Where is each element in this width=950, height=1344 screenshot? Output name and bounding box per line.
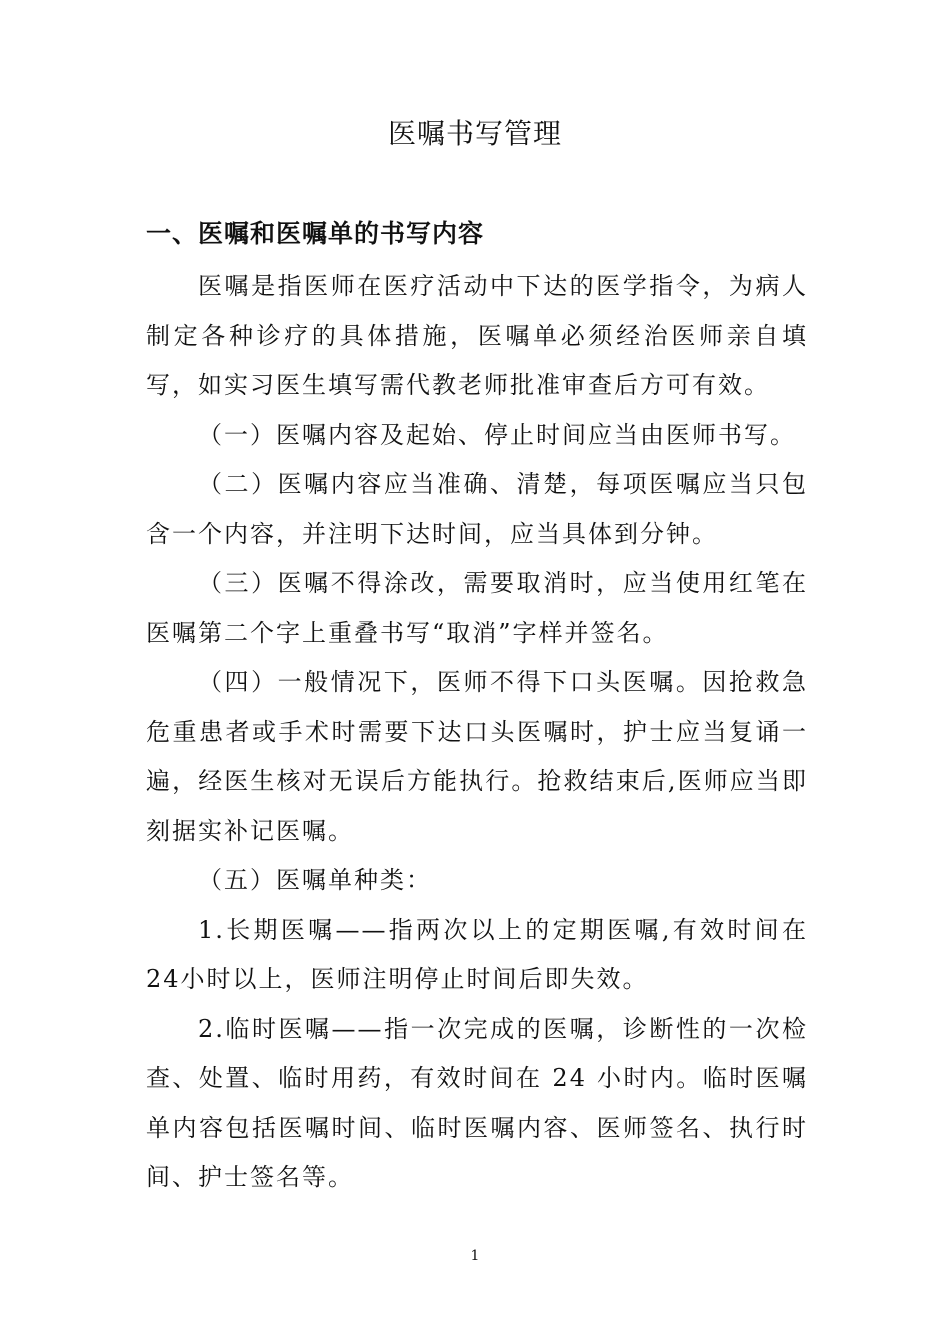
- paragraph-item-3: （三）医嘱不得涂改，需要取消时，应当使用红笔在医嘱第二个字上重叠书写“取消”字样并签名。: [146, 569, 808, 647]
- paragraph-intro: 医嘱是指医师在医疗活动中下达的医学指令，为病人制定各种诊疗的具体措施，医嘱单必须经治医师亲自填写，如实习医生填写需代教老师批准审查后方可有效。: [146, 272, 808, 399]
- paragraph-long-term-orders: 1.长期医嘱——指两次以上的定期医嘱,有效时间在24小时以上，医师注明停止时间后即失效。: [146, 915, 808, 993]
- page-number: 1: [470, 1248, 480, 1264]
- document-body: [146, 214, 808, 1203]
- document-title: 医嘱书写管理: [387, 117, 562, 150]
- paragraph-item-5: （五）医嘱单种类：: [198, 866, 432, 894]
- paragraph-item-4: （四）一般情况下，医师不得下口头医嘱。因抢救急危重患者或手术时需要下达口头医嘱时，护士应当复诵一遍，经医生核对无误后方能执行。抢救结束后,医师应当即刻据实补记医嘱。: [146, 668, 808, 845]
- paragraph-temporary-orders: 2.临时医嘱——指一次完成的医嘱，诊断性的一次检查、处置、临时用药，有效时间在 24 小时内。临时医嘱单内容包括医嘱时间、临时医嘱内容、医师签名、执行时间、护士签名等。: [146, 1014, 808, 1191]
- section-heading: 一、医嘱和医嘱单的书写内容: [146, 219, 485, 248]
- paragraph-item-2: （二）医嘱内容应当准确、清楚，每项医嘱应当只包含一个内容，并注明下达时间，应当具体到分钟。: [146, 470, 808, 548]
- paragraph-item-1: （一）医嘱内容及起始、停止时间应当由医师书写。: [198, 420, 796, 449]
